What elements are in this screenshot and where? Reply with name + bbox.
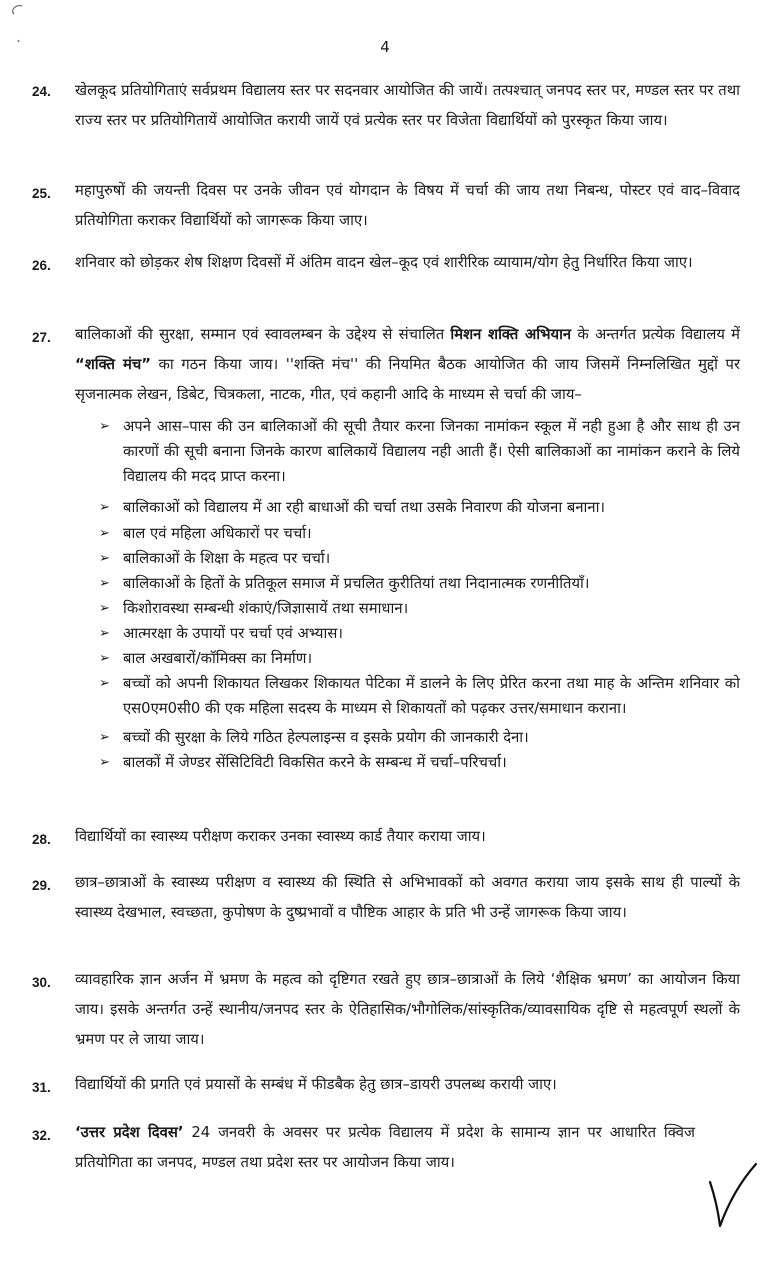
sub-point-text: किशोरावस्था सम्बन्धी शंकाएं/जिज्ञासायें तथा समाधान। xyxy=(123,600,409,617)
sub-point-text: बालिकाओं को विद्यालय में आ रही बाधाओं की चर्चा तथा उसके निवारण की योजना बनाना। xyxy=(123,499,606,516)
item-number: 25. xyxy=(32,186,51,201)
item-number: 32. xyxy=(32,1128,51,1143)
item-number: 26. xyxy=(32,258,51,273)
sub-point xyxy=(97,521,740,546)
sub-point-text: बालकों में जेण्डर सेंसिटिविटी विकसित करने के सम्बन्ध में चर्चा–परिचर्चा। xyxy=(123,754,507,771)
mission-shakti-title: मिशन शक्ति अभियान xyxy=(450,326,572,343)
arrow-bullet-icon: ➢ xyxy=(99,526,110,541)
sub-point xyxy=(97,596,740,621)
sub-point-text: बच्चों को अपनी शिकायत लिखकर शिकायत पेटिका में डालने के लिए प्रेरित करना तथा माह के अन्तिम शनिवार को एस0एम0सी0 की एक महिला सदस्य के माध्यम से शिकायतों को पढ़कर उत्तर/समाधान कराना। xyxy=(123,675,740,717)
sub-point-text: बाल एवं महिला अधिकारों पर चर्चा। xyxy=(123,525,312,542)
arrow-bullet-icon: ➢ xyxy=(99,601,110,616)
item-text-part: बालिकाओं की सुरक्षा, सम्मान एवं स्वावलम्बन के उद्देश्य से संचालित xyxy=(75,326,451,343)
sub-point-text: अपने आस–पास की उन बालिकाओं की सूची तैयार करना जिनका नामांकन स्कूल में नही हुआ है और साथ ही उन कारणों की सूची बनाना जिनके कारण बालिकायें विद्यालय नही आती हैं। ऐसी बालिकाओं का नामांकन कराने के लिये विद्यालय की मदद प्राप्त करना। xyxy=(123,418,740,485)
shakti-manch-title: “शक्ति मंच” xyxy=(75,356,151,373)
sub-point-text: बाल अखबारों/कॉमिक्स का निर्माण। xyxy=(123,650,313,667)
arrow-bullet-icon: ➢ xyxy=(99,500,110,515)
item-text: छात्र–छात्राओं के स्वास्थ्य परीक्षण व स्वास्थ्य की स्थिति से अभिभावकों को अवगत कराया जाय इसके साथ ही पाल्यों के स्वास्थ्य देखभाल, स्वच्छता, कुपोषण के दुष्प्रभावों व पौष्टिक आहार के प्रति भी उन्हें जागरूक किया जाय। xyxy=(75,874,740,921)
item-text-part: का गठन किया जाय। ''शक्ति मंच'' की नियमित बैठक आयोजित की जाय जिसमें निम्नलिखित मुद्दों पर सृजनात्मक लेखन, डिबेट, चित्रकला, नाटक, गीत, एवं कहानी आदि के माध्यम से चर्चा की जाय– xyxy=(75,356,740,403)
sub-point xyxy=(97,671,740,721)
arrow-bullet-icon: ➢ xyxy=(99,676,110,691)
item-number: 29. xyxy=(32,878,51,893)
item-text-part: के अन्तर्गत प्रत्येक विद्यालय में xyxy=(571,326,741,343)
arrow-bullet-icon: ➢ xyxy=(99,576,110,591)
sub-point xyxy=(97,750,740,775)
sub-point xyxy=(97,646,740,671)
item-text: विद्यार्थियों की प्रगति एवं प्रयासों के सम्बंध में फीडबैक हेतु छात्र–डायरी उपलब्ध करायी जाए। xyxy=(75,1076,557,1093)
sub-point-text: आत्मरक्षा के उपायों पर चर्चा एवं अभ्यास। xyxy=(123,625,343,642)
sub-point-text: बच्चों की सुरक्षा के लिये गठित हेल्पलाइन्स व इसके प्रयोग की जानकारी देना। xyxy=(123,729,529,746)
sub-point-text: बालिकाओं के शिक्षा के महत्व पर चर्चा। xyxy=(123,550,331,567)
sub-points-list xyxy=(97,414,740,775)
item-text xyxy=(75,1118,695,1178)
item-text: खेलकूद प्रतियोगिताएं सर्वप्रथम विद्यालय स्तर पर सदनवार आयोजित की जायें। तत्पश्चात् जनपद स्तर पर, मण्डल स्तर पर तथा राज्य स्तर पर प्रतियोगितायें आयोजित करायी जायें एवं प्रत्येक स्तर पर विजेता विद्यार्थियों को पुरस्कृत किया जाय। xyxy=(75,82,740,129)
item-number: 30. xyxy=(32,975,51,990)
arrow-bullet-icon: ➢ xyxy=(99,626,110,641)
item-text: महापुरुषों की जयन्ती दिवस पर उनके जीवन एवं योगदान के विषय में चर्चा की जाय तथा निबन्ध, पोस्टर एवं वाद–विवाद प्रतियोगिता कराकर विद्यार्थियों को जागरूक किया जाए। xyxy=(75,182,740,229)
item-text: शनिवार को छोड़कर शेष शिक्षण दिवसों में अंतिम वादन खेल–कूद एवं शारीरिक व्यायाम/योग हेतु निर्धारित किया जाए। xyxy=(75,254,693,271)
item-number: 24. xyxy=(32,84,51,99)
item-text xyxy=(75,320,740,775)
sub-point xyxy=(97,414,740,489)
up-diwas-title: ‘उत्तर प्रदेश दिवस’ xyxy=(75,1124,184,1141)
arrow-bullet-icon: ➢ xyxy=(99,651,110,666)
sub-point xyxy=(97,571,740,596)
arrow-bullet-icon: ➢ xyxy=(99,755,110,770)
item-text: विद्यार्थियों का स्वास्थ्य परीक्षण कराकर उनका स्वास्थ्य कार्ड तैयार कराया जाय। xyxy=(75,828,486,845)
item-text: व्यावहारिक ज्ञान अर्जन में भ्रमण के महत्व को दृष्टिगत रखते हुए छात्र–छात्राओं के लिये ‘शैक्षिक भ्रमण’ का आयोजन किया जाय। इसके अन्तर्गत उन्हें स्थानीय/जनपद स्तर के ऐतिहासिक/भौगोलिक/सांस्कृतिक/व्यावसायिक दृष्टि से महत्वपूर्ण स्थलों के भ्रमण पर ले जाया जाय। xyxy=(75,971,740,1048)
arrow-bullet-icon: ➢ xyxy=(99,419,110,434)
item-number: 31. xyxy=(32,1080,51,1095)
sub-point xyxy=(97,621,740,646)
sub-point xyxy=(97,495,740,520)
item-number: 27. xyxy=(32,330,51,345)
handwritten-tick-mark xyxy=(706,1160,758,1230)
item-number: 28. xyxy=(32,832,51,847)
sub-point-text: बालिकाओं के हितों के प्रतिकूल समाज में प्रचलित कुरीतियां तथा निदानात्मक रणनीतियाँ। xyxy=(123,575,590,592)
arrow-bullet-icon: ➢ xyxy=(99,551,110,566)
item-text-part: 24 जनवरी के अवसर पर प्रत्येक विद्यालय में प्रदेश के सामान्य ज्ञान पर आधारित क्विज प्रतियोगिता का जनपद, मण्डल तथा प्रदेश स्तर पर आयोजन किया जाय। xyxy=(75,1124,695,1171)
sub-point xyxy=(97,725,740,750)
page-number: 4 xyxy=(380,38,390,56)
sub-point xyxy=(97,546,740,571)
arrow-bullet-icon: ➢ xyxy=(99,730,110,745)
